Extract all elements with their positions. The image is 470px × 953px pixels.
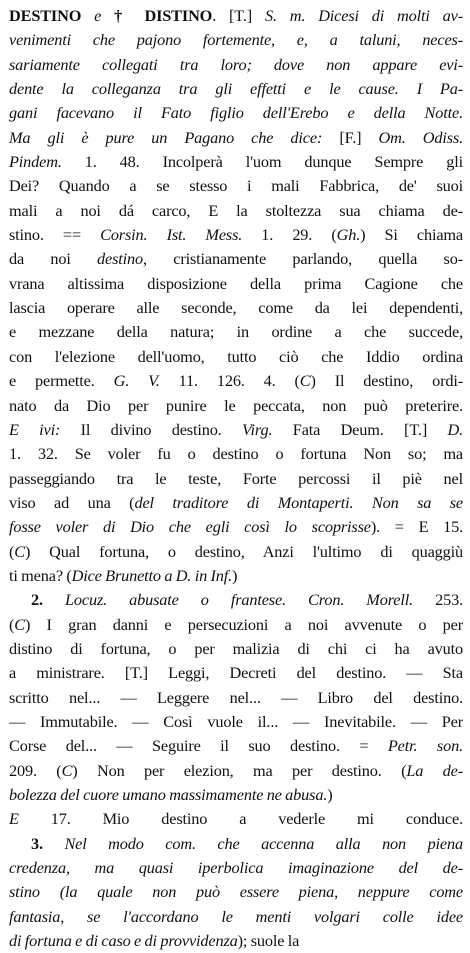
text-span: e mezzane della natura; in ordine a che succede, (9, 322, 463, 342)
text-span: 253. (413, 590, 463, 610)
italic-text: C (14, 541, 25, 561)
text-span: , cristianamente parlando, quella so- (143, 249, 463, 269)
italic-text: E ivi: (9, 419, 61, 439)
italic-text: stino (9, 882, 60, 902)
text-line (9, 467, 463, 491)
italic-text: fosse voler di Dio che egli così lo scoprisse (9, 517, 371, 537)
text-span: 1. 29. ( (242, 225, 337, 245)
text-line (9, 4, 463, 28)
text-span: ) Qual fortuna, o destino, Anzi l'ultimo di quaggiù (25, 541, 463, 561)
italic-text: Nel modo com. che accenna alla non piena (64, 833, 463, 853)
italic-text: S. m. Dicesi di molti av- (264, 6, 463, 25)
italic-text: venimenti che pajono fortemente, e, a taluni, neces- (9, 30, 463, 50)
bold-text: 3. (31, 833, 65, 853)
text-span: ( (9, 541, 15, 561)
text-span: ) Non per elezion, ma per destino. ( (72, 760, 407, 780)
text-span: vrana altissima disposizione della prima Cagione che (9, 273, 463, 293)
text-span: 1. 48. Incolperà l'uom dunque Sempre gli (61, 152, 463, 172)
text-span: da noi (9, 249, 98, 269)
text-line (9, 661, 463, 685)
text-span: ) (232, 565, 238, 585)
text-span: 17. Mio destino a vederle mi conduce. (18, 809, 463, 829)
italic-text: Petr. son. (387, 736, 463, 756)
text-line (9, 369, 463, 393)
text-line (9, 807, 463, 831)
italic-text: (la quale non può essere piena, neppure come (59, 882, 463, 902)
italic-text: sariamente collegati tra loro; dove non appare evi- (9, 54, 463, 74)
text-span: 1. 32. Se voler fu o destino o fortuna Non so; ma (9, 444, 463, 464)
italic-text: Virg. (241, 419, 273, 439)
text-span: a ministrare. [T.] Leggi, Decreti del destino. — Sta (9, 663, 463, 683)
italic-text: C (61, 760, 73, 780)
italic-text: Ma gli è pure un Pagano che dice: (9, 127, 323, 147)
italic-text: La de- (406, 760, 463, 780)
italic-text: dente la colleganza tra gli effetti e le cause. I Pa- (9, 79, 463, 99)
text-span: 209. ( (9, 760, 62, 780)
text-span: ) I gran danni e persecuzioni a noi avvenute o per (25, 614, 463, 634)
text-line (9, 345, 463, 369)
text-line (9, 686, 463, 710)
text-line (9, 418, 463, 442)
italic-text: fantasia, se l'accordano le menti volgari colle idee (9, 906, 463, 926)
text-span: [F.] (322, 127, 379, 147)
text-span: viso ad una ( (9, 492, 135, 512)
italic-text: Om. Odiss. (378, 127, 463, 147)
text-span: distino di fortuna, o per malizia di chi ci ha avuto (9, 638, 463, 658)
text-span: con l'elezione dell'uomo, tutto ciò che Iddio ordina (9, 346, 463, 366)
text-line (9, 199, 463, 223)
text-span: ). = E 15. (370, 517, 463, 537)
italic-text: del traditore di Montaperti. Non sa se (134, 492, 463, 512)
text-span: e permette. (9, 371, 114, 391)
text-line (9, 905, 463, 929)
italic-text: Gh. (336, 225, 361, 245)
text-line (9, 174, 463, 198)
italic-text: Pindem. (9, 152, 62, 172)
text-span: stino. == (9, 225, 101, 245)
italic-text: G. V. (113, 371, 160, 391)
italic-text: Dice Brunetto a D. in Inf. (71, 565, 233, 585)
italic-text: D. (447, 419, 463, 439)
bold-text: DESTINO (9, 6, 82, 25)
italic-text: e (81, 6, 115, 25)
text-line (9, 28, 463, 52)
text-line (9, 53, 463, 77)
text-span: passeggiando tra le teste, Forte percossi il piè nel (9, 468, 463, 488)
italic-text: C (14, 614, 25, 634)
text-line (9, 856, 463, 880)
text-span: ) Il destino, ordi- (310, 371, 463, 391)
text-line (9, 832, 463, 856)
text-span: Il divino destino. (60, 419, 242, 439)
italic-text: destino (97, 249, 144, 269)
text-span: ) Si chiama (360, 225, 463, 245)
italic-text: gani facevano il Fato figlio dell'Erebo e della Notte. (9, 103, 463, 123)
text-span: . [T.] (212, 6, 265, 25)
italic-text: E (9, 809, 19, 829)
text-line (9, 637, 463, 661)
text-span: ); suole la (237, 931, 300, 951)
text-line (9, 613, 463, 637)
text-line (9, 101, 463, 125)
text-span: Corse del... — Seguire il suo destino. = (9, 736, 388, 756)
italic-text: Corsin. Ist. Mess. (100, 225, 243, 245)
text-span: nato da Dio per punire le peccata, non può preterire. (9, 395, 463, 415)
text-span: scritto nel... — Leggere nel... — Libro del destino. (9, 687, 463, 707)
text-line (9, 247, 463, 271)
text-line (9, 320, 463, 344)
text-line (9, 710, 463, 734)
text-line (9, 126, 463, 150)
text-line (9, 150, 463, 174)
text-span: — Immutabile. — Così vuole il... — Inevitabile. — Per (9, 711, 463, 731)
text-line (9, 564, 463, 588)
text-line (9, 272, 463, 296)
text-line (9, 783, 463, 807)
text-line (9, 880, 463, 904)
text-line (9, 77, 463, 101)
text-span: lascia operare alle seconde, come da lei dependenti, (9, 298, 463, 318)
text-line (9, 515, 463, 539)
bold-text: † DISTINO (114, 6, 213, 25)
text-line (9, 296, 463, 320)
text-span: mali a noi dá carco, E la stoltezza sua chiama de- (9, 200, 463, 220)
text-span: ti mena? ( (9, 565, 72, 585)
text-line (9, 734, 463, 758)
italic-text: C (299, 371, 311, 391)
text-line (9, 540, 463, 564)
bold-text: 2. (31, 590, 65, 610)
italic-text: Locuz. abusate o frantese. Cron. Morell. (64, 590, 414, 610)
text-line (9, 394, 463, 418)
text-span: ( (9, 614, 15, 634)
text-line (9, 759, 463, 783)
italic-text: bolezza del cuore umano massimamente ne abusa. (9, 785, 328, 804)
text-line (9, 491, 463, 515)
italic-text: di fortuna e di caso e di provvidenza (9, 931, 238, 951)
text-span: Fata Deum. [T.] (272, 419, 448, 439)
text-line (9, 929, 463, 953)
text-line (9, 588, 463, 612)
text-line (9, 223, 463, 247)
text-span: 11. 126. 4. ( (159, 371, 300, 391)
italic-text: credenza, ma quasi iperbolica imaginazione del de- (9, 858, 463, 878)
text-span: Dei? Quando a se stesso i mali Fabbrica, de' suoi (9, 176, 463, 196)
text-span: ) (327, 785, 333, 804)
text-line (9, 442, 463, 466)
